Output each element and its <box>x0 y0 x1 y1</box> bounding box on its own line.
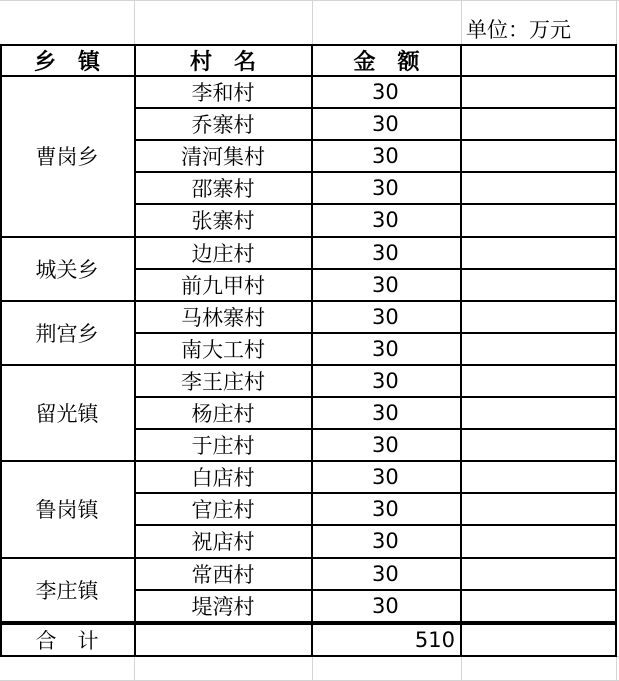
township-cell[interactable]: 留光镇 <box>35 402 99 427</box>
village-amount-cell[interactable]: 30 <box>372 465 399 490</box>
village-name-cell[interactable]: 前九甲村 <box>181 273 265 298</box>
table-border <box>0 75 617 77</box>
empty-cell[interactable] <box>461 429 616 461</box>
table-border <box>0 623 617 625</box>
village-amount-cell[interactable]: 30 <box>372 336 399 361</box>
empty-cell[interactable] <box>461 525 616 557</box>
empty-cell[interactable] <box>461 365 616 397</box>
table-border <box>134 396 617 398</box>
header-village[interactable]: 村 名 <box>189 50 256 75</box>
empty-cell[interactable] <box>461 493 616 525</box>
village-name-cell[interactable]: 张寨村 <box>191 209 255 234</box>
empty-cell[interactable] <box>461 590 616 622</box>
township-cell[interactable]: 鲁岗镇 <box>35 498 99 523</box>
village-amount-cell[interactable]: 30 <box>372 529 399 554</box>
village-name-cell[interactable]: 乔寨村 <box>191 113 255 138</box>
village-name-cell[interactable]: 常西村 <box>191 562 255 587</box>
empty-cell[interactable] <box>461 204 616 236</box>
table-border <box>134 139 617 141</box>
total-label[interactable]: 合 计 <box>35 629 99 653</box>
township-cell[interactable]: 李庄镇 <box>35 578 99 603</box>
township-cell[interactable]: 城关乡 <box>35 257 99 282</box>
empty-cell[interactable] <box>461 558 616 590</box>
village-name-cell[interactable]: 南大工村 <box>181 337 265 362</box>
village-amount-cell[interactable]: 30 <box>372 368 399 393</box>
village-name-cell[interactable]: 堤湾村 <box>191 594 255 619</box>
table-border <box>0 621 617 623</box>
table-border <box>0 557 617 559</box>
village-amount-cell[interactable]: 30 <box>372 208 399 233</box>
table-border <box>0 460 617 462</box>
table-border <box>134 589 617 591</box>
village-name-cell[interactable]: 清河集村 <box>181 145 265 170</box>
village-amount-cell[interactable]: 30 <box>372 401 399 426</box>
village-name-cell[interactable]: 祝店村 <box>191 530 255 555</box>
grid-line <box>461 0 462 45</box>
table-border <box>134 171 617 173</box>
table-border <box>0 364 617 366</box>
village-name-cell[interactable]: 于庄村 <box>191 434 255 459</box>
table-border <box>0 300 617 302</box>
table-border <box>615 44 617 656</box>
village-amount-cell[interactable]: 30 <box>372 80 399 105</box>
total-amount[interactable]: 510 <box>414 628 455 652</box>
village-amount-cell[interactable]: 30 <box>372 433 399 458</box>
table-border <box>134 107 617 109</box>
empty-cell[interactable] <box>461 237 616 269</box>
header-amount[interactable]: 金 额 <box>353 50 420 75</box>
village-name-cell[interactable]: 官庄村 <box>191 498 255 523</box>
table-border <box>134 203 617 205</box>
header-township[interactable]: 乡 镇 <box>33 50 100 75</box>
empty-cell[interactable] <box>461 269 616 301</box>
empty-cell[interactable] <box>461 108 616 140</box>
village-amount-cell[interactable]: 30 <box>372 561 399 586</box>
village-name-cell[interactable]: 杨庄村 <box>191 402 255 427</box>
table-border <box>134 332 617 334</box>
table-border <box>0 655 617 657</box>
village-name-cell[interactable]: 白店村 <box>191 466 255 491</box>
empty-cell[interactable] <box>461 301 616 333</box>
grid-line <box>616 0 617 45</box>
table-border <box>0 236 617 238</box>
table-border <box>134 492 617 494</box>
grid-line <box>0 0 619 1</box>
table-border <box>134 524 617 526</box>
empty-cell[interactable] <box>461 461 616 493</box>
village-name-cell[interactable]: 马林寨村 <box>181 305 265 330</box>
empty-cell[interactable] <box>461 172 616 204</box>
empty-cell[interactable] <box>461 76 616 108</box>
grid-line <box>312 0 313 45</box>
grid-line <box>461 656 462 681</box>
table-border <box>0 44 2 656</box>
empty-cell[interactable] <box>461 333 616 365</box>
grid-line <box>312 656 313 681</box>
township-cell[interactable]: 曹岗乡 <box>35 145 99 170</box>
village-amount-cell[interactable]: 30 <box>372 497 399 522</box>
village-name-cell[interactable]: 边庄村 <box>191 241 255 266</box>
village-amount-cell[interactable]: 30 <box>372 304 399 329</box>
village-amount-cell[interactable]: 30 <box>372 593 399 618</box>
village-amount-cell[interactable]: 30 <box>372 240 399 265</box>
village-name-cell[interactable]: 邵寨村 <box>191 177 255 202</box>
table-border <box>134 428 617 430</box>
table-border <box>0 44 617 46</box>
village-name-cell[interactable]: 李王庄村 <box>181 369 265 394</box>
table-border <box>134 268 617 270</box>
village-name-cell[interactable]: 李和村 <box>191 81 255 106</box>
unit-label: 单位：万元 <box>466 18 571 42</box>
village-amount-cell[interactable]: 30 <box>372 176 399 201</box>
grid-line <box>134 0 135 45</box>
table-border <box>460 44 462 656</box>
table-border <box>134 44 136 656</box>
empty-cell[interactable] <box>461 397 616 429</box>
table-border <box>311 44 313 656</box>
grid-line <box>616 656 617 681</box>
grid-line <box>134 656 135 681</box>
township-cell[interactable]: 荆宫乡 <box>35 321 99 346</box>
village-amount-cell[interactable]: 30 <box>372 144 399 169</box>
village-amount-cell[interactable]: 30 <box>372 272 399 297</box>
village-amount-cell[interactable]: 30 <box>372 112 399 137</box>
empty-cell[interactable] <box>461 140 616 172</box>
